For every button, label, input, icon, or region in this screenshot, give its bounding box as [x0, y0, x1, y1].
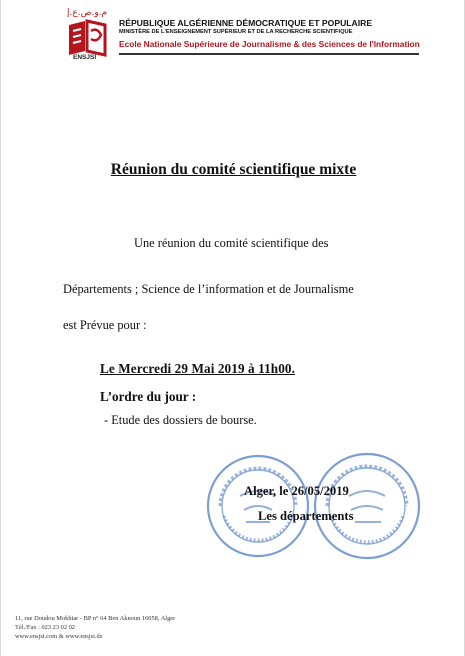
body-line-3: est Prévue pour :	[63, 318, 147, 332]
agenda-title: L’ordre du jour :	[100, 389, 197, 404]
footer-phone: Tél./Fax : 023 23 02 02	[15, 624, 75, 631]
signature-date: Alger, le 26/05/2019	[244, 484, 349, 498]
header-republic: RÉPUBLIQUE ALGÉRIENNE DÉMOCRATIQUE ET POPULAIRE	[119, 18, 373, 28]
footer-address: 11, rue Doudou Mokhtar - BP n° 64 Ben Aknoun 16058, Alger	[15, 615, 176, 622]
logo-arabic-text: م.و.ص.ع.إ	[67, 8, 108, 18]
body-line-2: Départements ; Science de l’information et de Journalisme	[63, 282, 354, 296]
meeting-date: Le Mercredi 29 Mai 2019 à 11h00.	[100, 361, 296, 376]
footer-web: www.ensjsi.com & www.ensjsi.dz	[15, 633, 103, 640]
agenda-item: - Etude des dossiers de bourse.	[104, 413, 257, 427]
header-divider	[119, 53, 419, 55]
document-title: Réunion du comité scientifique mixte	[110, 161, 357, 178]
official-stamp-icon	[311, 450, 423, 562]
footer	[15, 614, 175, 641]
signature-departments: Les départements	[258, 509, 354, 523]
official-stamp-icon	[204, 452, 312, 560]
body-line-1: Une réunion du comité scientifique des	[134, 236, 329, 250]
header-school-name: Ecole Nationale Supérieure de Journalisme & des Sciences de l'Information	[119, 39, 420, 49]
logo-text: ENSJSI	[73, 54, 97, 61]
header-ministry: MINISTÈRE DE L'ENSEIGNEMENT SUPÉRIEUR ET DE LA RECHERCHE SCIENTIFIQUE	[119, 29, 353, 35]
